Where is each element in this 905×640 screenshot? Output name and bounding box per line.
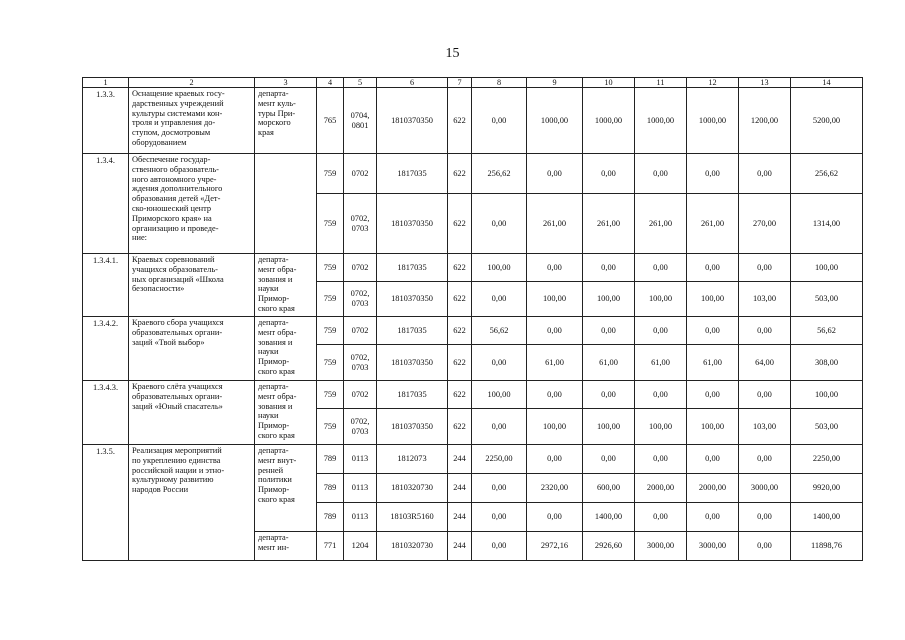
cell: 0,00 <box>687 317 739 345</box>
cell: 3000,00 <box>739 474 791 503</box>
cell: 0702, 0703 <box>344 194 377 254</box>
header-cell: 2 <box>129 78 255 88</box>
cell: 1200,00 <box>739 88 791 154</box>
department: департа- мент обра- зования и науки Примор- ского края <box>255 254 317 317</box>
cell: 1400,00 <box>791 503 863 532</box>
cell: 0,00 <box>527 254 583 282</box>
cell: 622 <box>448 317 472 345</box>
cell: 0,00 <box>472 282 527 317</box>
cell: 1000,00 <box>687 88 739 154</box>
cell: 256,62 <box>472 154 527 194</box>
cell: 0,00 <box>739 154 791 194</box>
cell: 0702 <box>344 154 377 194</box>
cell: 261,00 <box>635 194 687 254</box>
department: департа- мент ин- <box>255 532 317 561</box>
cell: 56,62 <box>472 317 527 345</box>
header-cell: 6 <box>377 78 448 88</box>
column-number-row <box>83 78 863 88</box>
cell: 100,00 <box>527 282 583 317</box>
budget-table <box>82 77 863 561</box>
table-row <box>83 317 863 345</box>
department: департа- мент куль- туры При- морского края <box>255 88 317 154</box>
cell: 1810370350 <box>377 409 448 445</box>
cell: 0702 <box>344 254 377 282</box>
cell: 1817035 <box>377 254 448 282</box>
cell: 1810370350 <box>377 345 448 381</box>
header-cell: 4 <box>317 78 344 88</box>
page-number: 15 <box>445 46 460 61</box>
header-cell: 3 <box>255 78 317 88</box>
item-number: 1.3.4.2. <box>83 317 129 381</box>
item-number: 1.3.4.1. <box>83 254 129 317</box>
cell: 0,00 <box>739 445 791 474</box>
department: департа- мент обра- зования и науки Примор- ского края <box>255 317 317 381</box>
cell: 622 <box>448 409 472 445</box>
cell: 600,00 <box>583 474 635 503</box>
cell: 103,00 <box>739 282 791 317</box>
cell: 61,00 <box>527 345 583 381</box>
cell: 11898,76 <box>791 532 863 561</box>
cell: 0,00 <box>739 503 791 532</box>
cell: 759 <box>317 345 344 381</box>
cell: 244 <box>448 503 472 532</box>
table-row <box>83 154 863 194</box>
cell: 0,00 <box>527 317 583 345</box>
cell: 61,00 <box>635 345 687 381</box>
cell: 2320,00 <box>527 474 583 503</box>
cell: 0,00 <box>583 445 635 474</box>
cell: 308,00 <box>791 345 863 381</box>
cell: 0113 <box>344 445 377 474</box>
cell: 244 <box>448 445 472 474</box>
cell: 100,00 <box>791 254 863 282</box>
cell: 261,00 <box>527 194 583 254</box>
cell: 622 <box>448 381 472 409</box>
cell: 256,62 <box>791 154 863 194</box>
header-cell: 8 <box>472 78 527 88</box>
table-row <box>83 445 863 474</box>
cell: 0,00 <box>583 381 635 409</box>
cell: 765 <box>317 88 344 154</box>
cell: 0702, 0703 <box>344 345 377 381</box>
cell: 759 <box>317 282 344 317</box>
cell: 2000,00 <box>635 474 687 503</box>
cell: 771 <box>317 532 344 561</box>
item-description: Краевого сбора учащихся образовательных органи- заций «Твой выбор» <box>129 317 255 381</box>
cell: 244 <box>448 532 472 561</box>
header-cell: 9 <box>527 78 583 88</box>
cell: 503,00 <box>791 282 863 317</box>
cell: 759 <box>317 194 344 254</box>
table-row <box>83 254 863 282</box>
item-description: Краевых соревнований учащихся образователь- ных организаций «Школа безопасности» <box>129 254 255 317</box>
cell: 0,00 <box>635 445 687 474</box>
cell: 100,00 <box>583 409 635 445</box>
cell: 1810320730 <box>377 474 448 503</box>
cell: 0113 <box>344 503 377 532</box>
cell: 100,00 <box>687 282 739 317</box>
cell: 2972,16 <box>527 532 583 561</box>
cell: 622 <box>448 254 472 282</box>
cell: 1400,00 <box>583 503 635 532</box>
cell: 759 <box>317 254 344 282</box>
cell: 622 <box>448 282 472 317</box>
cell: 1817035 <box>377 154 448 194</box>
cell: 622 <box>448 345 472 381</box>
cell: 0,00 <box>635 154 687 194</box>
item-number: 1.3.4. <box>83 154 129 254</box>
cell: 100,00 <box>472 254 527 282</box>
cell: 0,00 <box>583 317 635 345</box>
cell: 759 <box>317 154 344 194</box>
cell: 0,00 <box>739 381 791 409</box>
cell: 0,00 <box>527 503 583 532</box>
cell: 244 <box>448 474 472 503</box>
header-cell: 11 <box>635 78 687 88</box>
cell: 789 <box>317 503 344 532</box>
header-cell: 12 <box>687 78 739 88</box>
cell: 0702 <box>344 317 377 345</box>
item-description: Обеспечение государ- ственного образователь- ного автономного учре- ждения дополнительного образования детей «Дет- ско-юношеский центр Приморского края» на организацию и проведе- ние: <box>129 154 255 254</box>
cell: 0,00 <box>739 532 791 561</box>
department: департа- мент внут- ренней политики Примор- ского края <box>255 445 317 532</box>
cell: 1204 <box>344 532 377 561</box>
cell: 2000,00 <box>687 474 739 503</box>
cell: 0,00 <box>739 254 791 282</box>
item-number: 1.3.5. <box>83 445 129 561</box>
cell: 0,00 <box>687 503 739 532</box>
cell: 0,00 <box>687 445 739 474</box>
cell: 100,00 <box>527 409 583 445</box>
cell: 64,00 <box>739 345 791 381</box>
cell: 0704, 0801 <box>344 88 377 154</box>
cell: 100,00 <box>472 381 527 409</box>
cell: 1810370350 <box>377 194 448 254</box>
cell: 5200,00 <box>791 88 863 154</box>
cell: 0702, 0703 <box>344 409 377 445</box>
cell: 1812073 <box>377 445 448 474</box>
cell: 0,00 <box>687 154 739 194</box>
cell: 100,00 <box>635 282 687 317</box>
cell: 789 <box>317 445 344 474</box>
cell: 100,00 <box>583 282 635 317</box>
department: департа- мент обра- зования и науки Примор- ского края <box>255 381 317 445</box>
cell: 0,00 <box>635 503 687 532</box>
header-cell: 14 <box>791 78 863 88</box>
cell: 0,00 <box>687 254 739 282</box>
item-description: Реализация мероприятий по укреплению единства российской нации и этно- культурному развитию народов России <box>129 445 255 561</box>
cell: 0,00 <box>583 154 635 194</box>
header-cell: 10 <box>583 78 635 88</box>
item-description: Оснащение краевых госу- дарственных учреждений культуры системами кон- троля и управления до- ступом, досмотровым оборудованием <box>129 88 255 154</box>
header-cell: 13 <box>739 78 791 88</box>
cell: 1000,00 <box>583 88 635 154</box>
cell: 3000,00 <box>635 532 687 561</box>
cell: 261,00 <box>583 194 635 254</box>
cell: 0,00 <box>739 317 791 345</box>
cell: 1817035 <box>377 381 448 409</box>
cell: 61,00 <box>583 345 635 381</box>
cell: 0,00 <box>635 317 687 345</box>
cell: 0,00 <box>527 381 583 409</box>
cell: 2250,00 <box>791 445 863 474</box>
cell: 2250,00 <box>472 445 527 474</box>
cell: 622 <box>448 88 472 154</box>
cell: 0,00 <box>472 503 527 532</box>
cell: 1810370350 <box>377 282 448 317</box>
cell: 1810320730 <box>377 532 448 561</box>
cell: 3000,00 <box>687 532 739 561</box>
item-number: 1.3.4.3. <box>83 381 129 445</box>
cell: 0,00 <box>527 154 583 194</box>
cell: 0,00 <box>687 381 739 409</box>
cell: 759 <box>317 409 344 445</box>
cell: 759 <box>317 317 344 345</box>
cell: 103,00 <box>739 409 791 445</box>
cell: 0,00 <box>635 381 687 409</box>
cell: 0,00 <box>635 254 687 282</box>
table-row <box>83 381 863 409</box>
cell: 0702 <box>344 381 377 409</box>
cell: 9920,00 <box>791 474 863 503</box>
cell: 622 <box>448 154 472 194</box>
department <box>255 154 317 254</box>
cell: 261,00 <box>687 194 739 254</box>
cell: 0,00 <box>472 409 527 445</box>
cell: 0,00 <box>472 88 527 154</box>
item-description: Краевого слёта учащихся образовательных органи- заций «Юный спасатель» <box>129 381 255 445</box>
cell: 0113 <box>344 474 377 503</box>
cell: 1000,00 <box>635 88 687 154</box>
cell: 0,00 <box>472 474 527 503</box>
cell: 56,62 <box>791 317 863 345</box>
header-cell: 5 <box>344 78 377 88</box>
cell: 2926,60 <box>583 532 635 561</box>
cell: 1810370350 <box>377 88 448 154</box>
cell: 622 <box>448 194 472 254</box>
cell: 0,00 <box>527 445 583 474</box>
cell: 0702, 0703 <box>344 282 377 317</box>
cell: 61,00 <box>687 345 739 381</box>
cell: 759 <box>317 381 344 409</box>
table-row <box>83 88 863 154</box>
header-cell: 7 <box>448 78 472 88</box>
cell: 18103R5160 <box>377 503 448 532</box>
cell: 0,00 <box>472 532 527 561</box>
cell: 100,00 <box>635 409 687 445</box>
cell: 789 <box>317 474 344 503</box>
cell: 100,00 <box>791 381 863 409</box>
cell: 1817035 <box>377 317 448 345</box>
cell: 503,00 <box>791 409 863 445</box>
cell: 270,00 <box>739 194 791 254</box>
cell: 0,00 <box>472 345 527 381</box>
item-number: 1.3.3. <box>83 88 129 154</box>
cell: 0,00 <box>472 194 527 254</box>
cell: 1314,00 <box>791 194 863 254</box>
cell: 100,00 <box>687 409 739 445</box>
cell: 0,00 <box>583 254 635 282</box>
header-cell: 1 <box>83 78 129 88</box>
cell: 1000,00 <box>527 88 583 154</box>
